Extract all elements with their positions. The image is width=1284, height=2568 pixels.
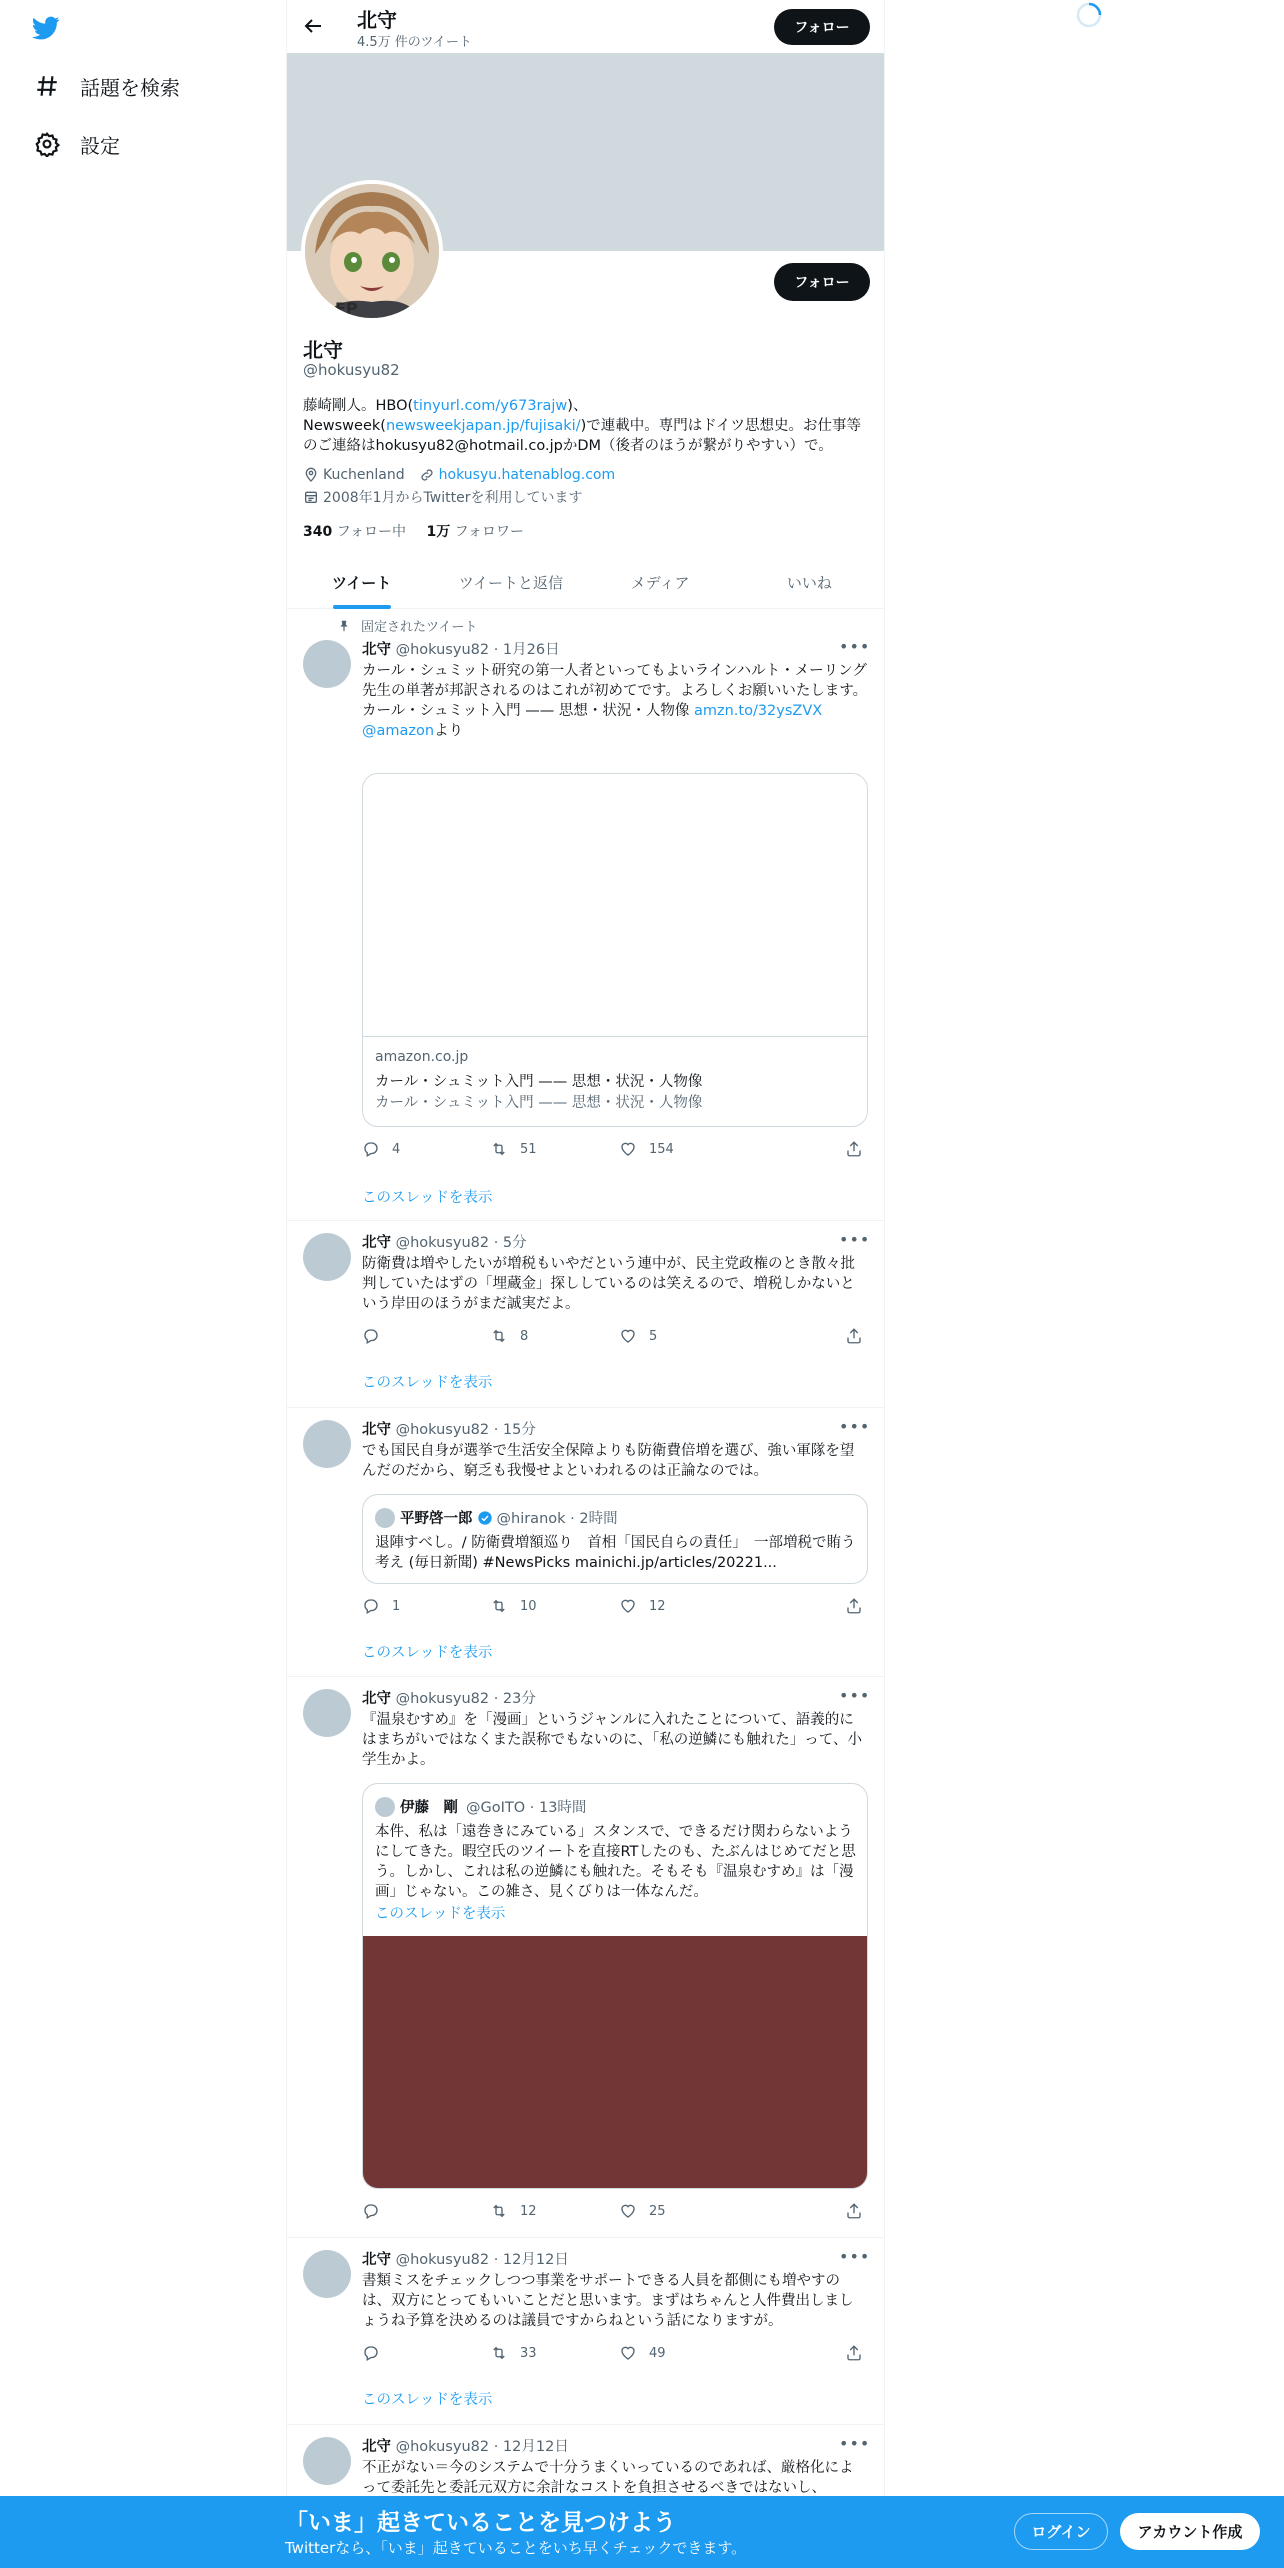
quoted-author-name: 伊藤 剛 (400, 1800, 458, 1816)
tweet-meta: @hokusyu82 · 15分 (395, 1422, 536, 1438)
tweet-meta: @hokusyu82 · 12月12日 (395, 2439, 569, 2455)
share-button[interactable] (845, 2202, 875, 2220)
verified-badge-icon (477, 1510, 493, 1526)
followers-link[interactable] (426, 524, 524, 540)
link-card-title: カール・シュミット入門 —— 思想・状況・人物像 (375, 1074, 703, 1090)
reply-icon (362, 1327, 380, 1345)
tweet-author-name[interactable]: 北守 (362, 1422, 391, 1438)
sidebar-item-explore[interactable] (34, 66, 180, 106)
retweet-button[interactable] (490, 1327, 528, 1345)
heart-icon (619, 1597, 637, 1615)
link-card-domain: amazon.co.jp (375, 1049, 469, 1065)
followers-count: 1万 (426, 524, 451, 540)
login-button[interactable]: ログイン (1014, 2513, 1108, 2550)
signup-banner-title: 「いま」起きていることを見つけよう (285, 2510, 676, 2536)
quoted-author-name: 平野啓一郎 (400, 1511, 473, 1527)
header-name: 北守 (357, 8, 397, 32)
sidebar-item-label: 話題を検索 (80, 75, 180, 100)
reply-icon (362, 2344, 380, 2362)
header-tweet-count: 4.5万 件のツイート (357, 35, 472, 50)
tweet-text-line: カール・シュミット入門 —— 思想・状況・人物像 (362, 703, 694, 719)
heart-icon (619, 2202, 637, 2220)
quoted-show-thread-link[interactable]: このスレッドを表示 (375, 1906, 506, 1922)
like-count: 5 (649, 1328, 658, 1344)
link-card-description: カール・シュミット入門 —— 思想・状況・人物像 (375, 1095, 703, 1111)
like-button[interactable] (619, 2202, 666, 2220)
following-label: フォロー中 (336, 524, 406, 540)
more-options-icon[interactable]: ••• (839, 637, 871, 656)
profile-tabs (287, 557, 884, 609)
tweet-header (362, 1687, 536, 1708)
tweet-author-name[interactable]: 北守 (362, 2439, 391, 2455)
tweet-text-line: カール・シュミット研究の第一人者といってもよいラインハルト・メーリング先生の単著が邦訳されるのはこれが初めてです。よろしくお願いいたします。 (362, 663, 868, 699)
profile-website-link[interactable]: hokusyu.hatenablog.com (438, 467, 616, 483)
location-pin-icon (303, 467, 319, 483)
tweet-text: 『温泉むすめ』を「漫画」というジャンルに入れたことについて、語義的にはまちがいではなくまた誤称でもないのに、「私の逆鱗にも触れた」って、小学生かよ。 (362, 1712, 862, 1768)
reply-button[interactable] (362, 1327, 392, 1345)
retweet-icon (490, 2202, 508, 2220)
retweet-icon (490, 1327, 508, 1345)
more-options-icon[interactable]: ••• (839, 1417, 871, 1436)
more-options-icon[interactable]: ••• (839, 1686, 871, 1705)
profile-name: 北守 (303, 338, 343, 362)
tab-tweets[interactable]: ツイート (287, 557, 436, 608)
reply-button[interactable] (362, 2202, 392, 2220)
quoted-tweet-header (375, 1507, 618, 1528)
header-follow-button[interactable]: フォロー (774, 9, 870, 45)
tweet-avatar[interactable] (303, 1420, 351, 1468)
signup-banner-subtitle: Twitterなら、「いま」起きていることをいち早くチェックできます。 (285, 2539, 747, 2557)
retweet-button[interactable] (490, 1597, 537, 1615)
show-thread-link[interactable]: このスレッドを表示 (362, 1645, 493, 1661)
left-sidebar (0, 0, 286, 2568)
tweet-avatar[interactable] (303, 2250, 351, 2298)
hashtag-icon (34, 73, 60, 99)
calendar-icon (303, 489, 319, 505)
show-thread-link[interactable]: このスレッドを表示 (362, 1190, 493, 1206)
reply-button[interactable] (362, 1597, 400, 1615)
share-button[interactable] (845, 1327, 875, 1345)
quoted-meta: @hiranok · 2時間 (496, 1511, 618, 1527)
followers-label: フォロワー (454, 524, 524, 540)
tweet-header (362, 1231, 527, 1252)
reply-button[interactable] (362, 2344, 392, 2362)
reply-count: 1 (392, 1598, 401, 1614)
bio-link[interactable]: newsweekjapan.jp/fujisaki/ (385, 418, 581, 434)
tweet[interactable] (287, 1408, 884, 1677)
retweet-icon (490, 1597, 508, 1615)
following-link[interactable] (303, 524, 406, 540)
tweet[interactable] (287, 1677, 884, 2238)
sidebar-item-label: 設定 (80, 133, 120, 158)
retweet-button[interactable] (490, 2344, 537, 2362)
tweet-actions (362, 1140, 792, 1160)
like-count: 25 (649, 2203, 666, 2219)
retweet-button[interactable] (490, 2202, 537, 2220)
reply-button[interactable] (362, 1140, 400, 1158)
tweet[interactable] (287, 609, 884, 1221)
profile-follow-button[interactable]: フォロー (774, 263, 870, 301)
share-icon (845, 1597, 863, 1615)
reply-icon (362, 2202, 380, 2220)
tweet-author-name[interactable]: 北守 (362, 1691, 391, 1707)
quoted-tweet[interactable] (362, 1783, 868, 2189)
retweet-count: 12 (520, 2203, 537, 2219)
tweet-author-name[interactable]: 北守 (362, 1235, 391, 1251)
tweet-meta: @hokusyu82 · 23分 (395, 1691, 536, 1707)
tweet[interactable] (287, 1221, 884, 1408)
bio-link[interactable]: tinyurl.com/y673rajw (413, 398, 568, 414)
profile-header-bar (287, 0, 884, 53)
create-account-button[interactable]: アカウント作成 (1120, 2513, 1260, 2550)
sidebar-item-settings[interactable] (34, 124, 120, 164)
tab-tweets-and-replies[interactable]: ツイートと返信 (458, 574, 563, 592)
tweet-author-name[interactable]: 北守 (362, 642, 391, 658)
signup-banner (0, 2496, 1284, 2568)
heart-icon (619, 1327, 637, 1345)
like-button[interactable] (619, 1140, 674, 1158)
tweet-meta: @hokusyu82 · 1月26日 (395, 642, 560, 658)
quoted-meta: @GoITO · 13時間 (466, 1800, 587, 1816)
tweet-avatar[interactable] (303, 2437, 351, 2485)
profile-handle: @hokusyu82 (303, 361, 400, 379)
tab-likes[interactable]: いいね (786, 574, 832, 592)
tweet-text (362, 661, 868, 741)
tweet-actions (362, 2202, 792, 2222)
share-icon (845, 2344, 863, 2362)
heart-icon (619, 2344, 637, 2362)
retweet-icon (490, 2344, 508, 2362)
tweet-header (362, 2248, 569, 2269)
link-card[interactable] (362, 773, 868, 1127)
like-count: 49 (649, 2345, 666, 2361)
like-count: 12 (649, 1598, 666, 1614)
share-button[interactable] (845, 2344, 875, 2362)
profile-follow-stats (303, 521, 524, 541)
tweet-actions (362, 1327, 792, 1347)
profile-avatar[interactable] (301, 180, 443, 322)
tweet-text: 書類ミスをチェックしつつ事業をサポートできる人員を都側にも増やすのは、双方にとってもいいことだと思います。まずはちゃんと人件費出しましょうね予算を決めるのは議員ですからねという話になりますが。 (362, 2273, 854, 2329)
tweet-text-line: より (434, 723, 464, 739)
profile-joined-date: 2008年1月からTwitterを利用しています (323, 490, 583, 506)
retweet-count: 33 (520, 2345, 537, 2361)
tweet-avatar[interactable] (303, 640, 351, 688)
reply-icon (362, 1140, 380, 1158)
quoted-avatar (375, 1797, 395, 1817)
like-button[interactable] (619, 2344, 666, 2362)
profile-meta-row (303, 487, 582, 507)
more-options-icon[interactable]: ••• (839, 1230, 871, 1249)
quoted-tweet-header (375, 1796, 586, 1817)
gear-icon (34, 131, 60, 157)
more-options-icon[interactable]: ••• (839, 2434, 871, 2453)
tweet-meta: @hokusyu82 · 5分 (395, 1235, 527, 1251)
loading-spinner-icon (1074, 0, 1104, 30)
tweet-avatar[interactable] (303, 1689, 351, 1737)
tweet[interactable] (287, 2238, 884, 2425)
svg-text:FP: FP (335, 299, 358, 318)
profile-column (286, 0, 885, 2568)
tweet-meta: @hokusyu82 · 12月12日 (395, 2252, 569, 2268)
twitter-logo-icon[interactable] (30, 14, 62, 42)
tweet-header (362, 638, 560, 659)
reply-count: 4 (392, 1141, 401, 1157)
quoted-avatar (375, 1508, 395, 1528)
tab-media[interactable]: メディア (630, 574, 690, 592)
tweet-link[interactable]: amzn.to/32ysZVX (693, 703, 823, 719)
profile-bio (303, 396, 863, 456)
pinned-label-text: 固定されたツイート (361, 620, 478, 635)
share-button[interactable] (845, 1597, 875, 1615)
profile-meta-row (303, 467, 615, 483)
bio-text: )、Newsweek( (303, 398, 588, 434)
tweet-author-name[interactable]: 北守 (362, 2252, 391, 2268)
quoted-text: 本件、私は「遠巻きにみている」スタンスで、できるだけ関わらないようにしてきた。暇空氏のツイートを直接RTしたのも、たぶんはじめてだと思う。しかし、これは私の逆鱗にも触れた。そもそも『温泉むすめ』は「漫画」じゃない。この雑さ、見くびりは一体なんだ。 (375, 1824, 856, 1900)
retweet-count: 8 (520, 1328, 529, 1344)
quoted-media-image[interactable] (363, 1936, 867, 2188)
retweet-count: 10 (520, 1598, 537, 1614)
like-button[interactable] (619, 1597, 666, 1615)
tweet-mention-link[interactable]: @amazon (362, 723, 435, 739)
tweet-actions (362, 1597, 792, 1617)
show-thread-link[interactable]: このスレッドを表示 (362, 1375, 493, 1391)
bio-text: 藤崎剛人。HBO( (303, 398, 414, 414)
share-icon (845, 1327, 863, 1345)
quoted-text: 退陣すべし。/ 防衛費増額巡り 首相「国民自らの責任」 一部増税で賄う考え (毎日新聞) #NewsPicks mainichi.jp/articles/20221... (375, 1535, 856, 1571)
heart-icon (619, 1140, 637, 1158)
like-button[interactable] (619, 1327, 657, 1345)
like-count: 154 (649, 1141, 674, 1157)
show-thread-link[interactable]: このスレッドを表示 (362, 2392, 493, 2408)
profile-location: Kuchenland (323, 467, 405, 483)
link-card-image (363, 774, 867, 1037)
tweet-text: でも国民自身が選挙で生活安全保障よりも防衛費倍増を選び、強い軍隊を望んだのだから、窮乏も我慢せよといわれるのは正論なのでは。 (362, 1443, 855, 1479)
tweet-text: 防衛費は増やしたいが増税もいやだという連中が、民主党政権のとき散々批判していたはずの「埋蔵金」探ししているのは笑えるので、増税しかないという岸田のほうがまだ誠実だよ。 (362, 1256, 855, 1312)
quoted-tweet[interactable] (362, 1494, 868, 1584)
link-icon (419, 467, 435, 483)
tweet-header (362, 1418, 536, 1439)
bio-text: )で連載中。専門はドイツ思想史。お仕事等のご連絡はhokusyu82@hotmail.co.jpかDM（後者のほうが繋がりやすい）で。 (303, 418, 862, 454)
retweet-count: 51 (520, 1141, 537, 1157)
tweet-text: 不正がない＝今のシステムで十分うまくいっているのであれば、厳格化によって委託先と委託元双方に余計なコストを負担させるべきではないし、 (362, 2460, 854, 2496)
more-options-icon[interactable]: ••• (839, 2247, 871, 2266)
tweet-header (362, 2435, 569, 2456)
retweet-button[interactable] (490, 1140, 537, 1158)
share-button[interactable] (845, 1140, 875, 1158)
tweet-actions (362, 2344, 792, 2364)
reply-icon (362, 1597, 380, 1615)
back-arrow-icon[interactable] (301, 14, 325, 38)
retweet-icon (490, 1140, 508, 1158)
following-count: 340 (303, 524, 333, 540)
share-icon (845, 1140, 863, 1158)
tweet-avatar[interactable] (303, 1233, 351, 1281)
avatar-illustration (305, 184, 439, 318)
share-icon (845, 2202, 863, 2220)
